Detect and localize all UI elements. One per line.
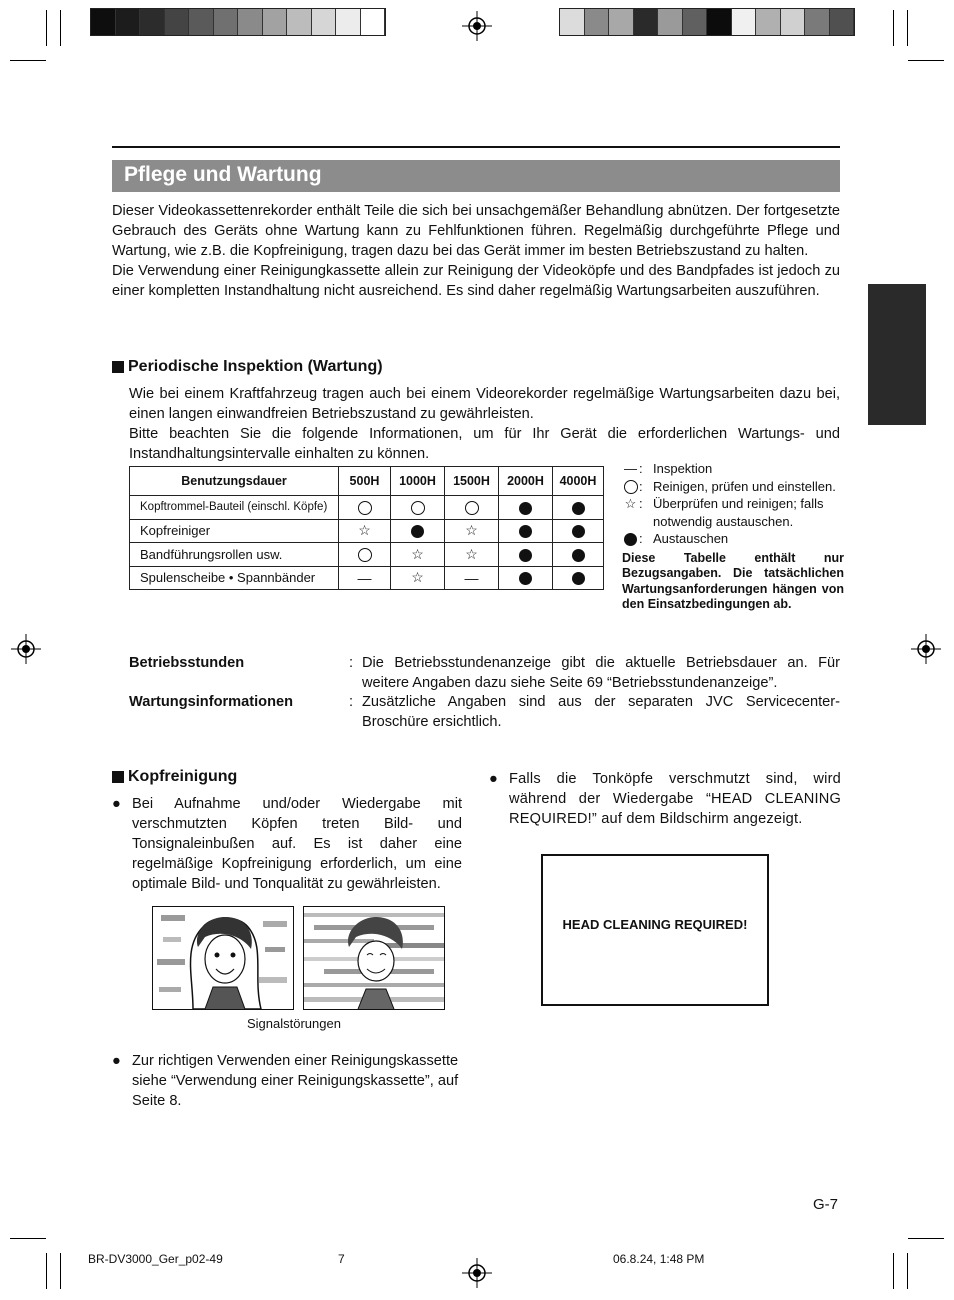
- table-header-cell: Benutzungsdauer: [130, 467, 339, 496]
- table-row-label: Kopftrommel-Bauteil (einschl. Köpfe): [130, 496, 339, 520]
- crop-mark: [907, 10, 908, 46]
- square-bullet-icon: [112, 771, 124, 783]
- bullet-icon: ●: [112, 1053, 121, 1069]
- table-cell: [445, 496, 499, 520]
- list-item: ● Zur richtigen Verwenden einer Reinigungskassette siehe “Verwendung einer Reinigungskassette”, auf Seite 8.: [112, 1053, 459, 1109]
- crop-mark: [46, 10, 47, 46]
- table-row: [130, 496, 604, 520]
- filled-dot-icon: [519, 549, 532, 562]
- star-icon: ☆: [391, 566, 445, 590]
- clean-picture-illustration: [152, 906, 294, 1010]
- table-row-label: Spulenscheibe • Spannbänder: [130, 566, 339, 590]
- star-icon: ☆: [391, 543, 445, 567]
- section-heading-periodic: Periodische Inspektion (Wartung): [112, 358, 383, 376]
- distorted-picture-illustration: [303, 906, 445, 1010]
- filled-dot-icon: [572, 549, 585, 562]
- screen-message: HEAD CLEANING REQUIRED!: [562, 917, 748, 932]
- definition-text: Zusätzliche Angaben sind aus der separaten JVC Servicecenter-Broschüre ersichtlich.: [362, 694, 840, 730]
- gray-strip-right: [559, 8, 855, 36]
- circle-icon: [358, 501, 372, 515]
- dash-icon: —: [445, 566, 499, 590]
- filled-dot-icon: [572, 572, 585, 585]
- distorted-face-icon: [304, 907, 444, 1009]
- circle-icon: [411, 501, 425, 515]
- star-icon: ☆: [339, 519, 391, 543]
- legend-note: Diese Tabelle enthält nur Bezugsangaben. Die tatsächlichen Wartungsanforderungen hängen von den Einsatzbedingungen ab.: [622, 550, 844, 611]
- definition-row: Wartungsinformationen : Zusätzliche Angaben sind aus der separaten JVC Servicecenter-Broschüre ersichtlich.: [129, 694, 840, 730]
- star-icon: ☆: [624, 496, 637, 511]
- crop-mark: [60, 10, 61, 46]
- filled-dot-icon: [572, 525, 585, 538]
- table-cell: [499, 543, 553, 567]
- maintenance-table: [129, 466, 604, 590]
- dash-icon: —: [624, 461, 637, 476]
- intro-paragraph: Dieser Videokassettenrekorder enthält Teile die sich bei unsachgemäßer Behandlung abnützen. Der fortgesetzte Gebrauch des Geräts ohne Wartung kann zu Fehlfunktionen führen. Regelmäßig durchgeführte Pflege und Wartung, wie z.B. die Kopfreinigung, tragen dazu bei das Gerät immer im besten Betriebszustand zu halten.: [112, 203, 840, 259]
- star-icon: ☆: [445, 519, 499, 543]
- star-icon: ☆: [445, 543, 499, 567]
- footer-date: 06.8.24, 1:48 PM: [613, 1252, 705, 1266]
- registration-mark-icon: [462, 1258, 492, 1288]
- periodic-text: [129, 384, 840, 464]
- definition-text: Die Betriebsstundenanzeige gibt die aktuelle Betriebsdauer an. Für weitere Angaben dazu siehe Seite 69 “Betriebsstundenanzeige”.: [362, 655, 840, 691]
- table-cell: [339, 543, 391, 567]
- legend-item: — : Inspektion: [624, 461, 713, 476]
- title-bar: [112, 160, 840, 192]
- table-cell: [391, 496, 445, 520]
- circle-icon: [624, 480, 638, 494]
- table-row: [130, 566, 604, 590]
- table-cell: [553, 519, 604, 543]
- square-bullet-icon: [112, 361, 124, 373]
- table-legend: [622, 460, 844, 613]
- periodic-paragraph: Bitte beachten Sie die folgende Informationen, um für Ihr Gerät die erforderlichen Wartungs- und Instandhaltungsintervalle einhalten zu können.: [129, 426, 840, 462]
- bullet-icon: ●: [112, 796, 121, 812]
- intro-text: [112, 201, 840, 301]
- crop-mark: [893, 10, 894, 46]
- crop-mark: [893, 1253, 894, 1289]
- crop-mark: [60, 1253, 61, 1289]
- table-cell: [391, 519, 445, 543]
- filled-dot-icon: [411, 525, 424, 538]
- page-number: G-7: [813, 1196, 839, 1213]
- footer-page: 7: [338, 1252, 345, 1266]
- table-cell: [499, 566, 553, 590]
- legend-item: ☆ : Überprüfen und reinigen; falls notwendig austauschen.: [622, 495, 844, 530]
- filled-dot-icon: [624, 533, 637, 546]
- crop-mark: [46, 1253, 47, 1289]
- definition-row: Betriebsstunden : Die Betriebsstundenanzeige gibt die aktuelle Betriebsdauer an. Für weitere Angaben dazu siehe Seite 69 “Betriebsstundenanzeige”.: [129, 655, 840, 691]
- gray-strip-left: [90, 8, 386, 36]
- page-title: Pflege und Wartung: [124, 163, 322, 186]
- illustration-caption: Signalstörungen: [247, 1016, 341, 1031]
- list-item: ● Falls die Tonköpfe verschmutzt sind, wird während der Wiedergabe “HEAD CLEANING REQUIRED!” auf dem Bildschirm angezeigt.: [489, 771, 841, 827]
- table-cell: [553, 543, 604, 567]
- table-cell: [553, 496, 604, 520]
- table-row-label: Bandführungsrollen usw.: [130, 543, 339, 567]
- table-cell: [499, 519, 553, 543]
- crop-mark: [908, 1238, 944, 1239]
- legend-item: : Reinigen, prüfen und einstellen.: [622, 478, 844, 496]
- list-item: ● Bei Aufnahme und/oder Wiedergabe mit verschmutzten Köpfen treten Bild- und Tonsignaleinbußen auf. Es ist daher eine regelmäßige Kopfreinigung erforderlich, um eine optimale Bild- und Tonqualität zu gewährleisten.: [112, 796, 462, 892]
- filled-dot-icon: [572, 502, 585, 515]
- section-heading-head-cleaning: Kopfreinigung: [112, 768, 237, 786]
- registration-mark-icon: [11, 634, 41, 664]
- crop-mark: [10, 60, 46, 61]
- table-header-cell: 2000H: [499, 467, 553, 496]
- legend-item: : Austauschen: [622, 530, 844, 548]
- registration-mark-icon: [911, 634, 941, 664]
- table-header-row: [130, 467, 604, 496]
- side-tab: [868, 284, 926, 425]
- definition-term: Wartungsinformationen: [129, 694, 294, 710]
- circle-icon: [465, 501, 479, 515]
- girl-face-icon: [153, 907, 293, 1009]
- table-row-label: Kopfreiniger: [130, 519, 339, 543]
- crop-mark: [10, 1238, 46, 1239]
- crop-mark: [908, 60, 944, 61]
- table-cell: [499, 496, 553, 520]
- top-rule: [112, 146, 840, 148]
- table-header-cell: 1500H: [445, 467, 499, 496]
- table-row: [130, 519, 604, 543]
- table-header-cell: 4000H: [553, 467, 604, 496]
- table-header-cell: 1000H: [391, 467, 445, 496]
- circle-icon: [358, 548, 372, 562]
- periodic-paragraph: Wie bei einem Kraftfahrzeug tragen auch bei einem Videorekorder regelmäßige Wartungsarbeiten dazu bei, einen langen einwandfreien Betriebszustand zu gewährleisten.: [129, 386, 840, 422]
- filled-dot-icon: [519, 525, 532, 538]
- table-cell: [553, 566, 604, 590]
- dash-icon: —: [339, 566, 391, 590]
- crop-mark: [907, 1253, 908, 1289]
- footer-file: BR-DV3000_Ger_p02-49: [88, 1252, 223, 1266]
- table-header-cell: 500H: [339, 467, 391, 496]
- table-row: [130, 543, 604, 567]
- filled-dot-icon: [519, 502, 532, 515]
- registration-mark-icon: [462, 11, 492, 41]
- filled-dot-icon: [519, 572, 532, 585]
- bullet-icon: ●: [489, 771, 498, 787]
- table-cell: [339, 496, 391, 520]
- intro-paragraph: Die Verwendung einer Reinigungkassette allein zur Reinigung der Videoköpfe und des Bandpfades ist jedoch zu einer kompletten Instandhaltung nicht ausreichend. Es sind daher regelmäßig Wartungsarbeiten auszuführen.: [112, 263, 840, 299]
- tv-screen-display: [541, 854, 769, 1006]
- definition-term: Betriebsstunden: [129, 655, 245, 671]
